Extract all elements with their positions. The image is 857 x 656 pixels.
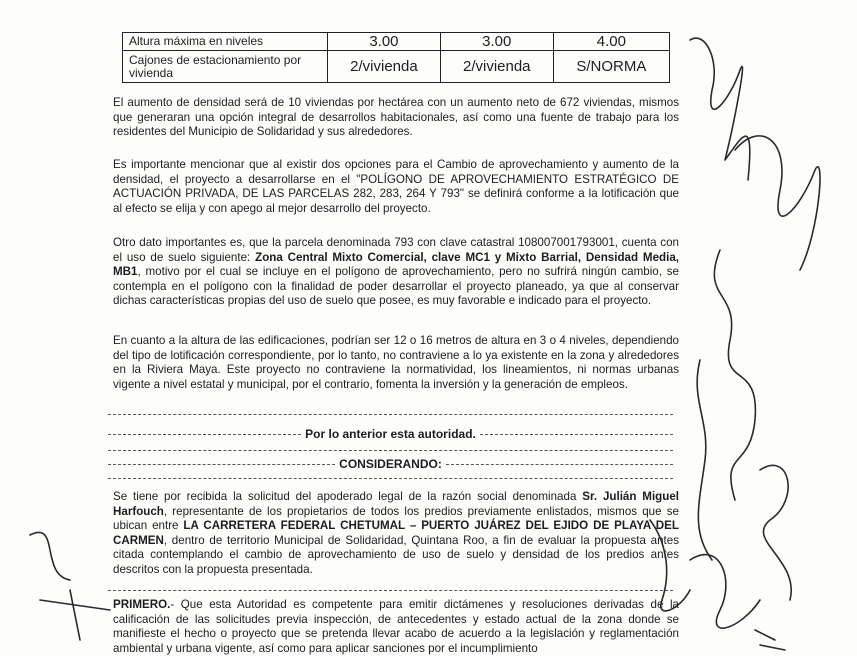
dashed-rule — [108, 464, 335, 465]
dashed-rule — [480, 434, 673, 435]
signature-stroke — [40, 590, 110, 640]
text-run: , representante de los propietarios de todos los predios previamente enlistados, mismos que se ubican entre — [113, 504, 679, 533]
heading-text: CONSIDERANDO: — [339, 457, 442, 471]
text-run: , motivo por el cual se incluye en el polígono de aprovechamiento, pero no sufrirá ningún cambio, se contempla en el polígono con la finalidad de poder desarrollar el proyecto planeado, ya que al conservar dichas características propias del uso de suelo que posee, es muy favorable e indicado para el proyecto. — [113, 265, 679, 308]
heading-text: Por lo anterior esta autoridad. — [305, 427, 476, 441]
text-run: Se tiene por recibida la solicitud del apoderado legal de la razón social denominada — [113, 490, 583, 503]
location-bold: LA CARRETERA FEDERAL CHETUMAL – PUERTO JUÁREZ DEL EJIDO DE PLAYA DEL CARMEN — [113, 519, 679, 547]
signature-stroke — [690, 555, 760, 628]
dashed-rule — [446, 464, 673, 465]
table-row — [123, 33, 670, 51]
row-value: S/NORMA — [553, 51, 669, 83]
dashed-rule — [108, 434, 301, 435]
paragraph-density: El aumento de densidad será de 10 viviendas por hectárea con un aumento neto de 672 viviendas, mismos que generaran una opción integral de desarrollos habitacionales, así como una fuente de trabajo para los residentes del Municipio de Solidaridad y sus alrededores. — [113, 96, 679, 139]
paragraph-height: En cuanto a la altura de las edificaciones, podrían ser 12 o 16 metros de altura en 3 o 4 niveles, dependiendo del tipo de lotificación correspondiente, por lo tanto, no contraviene a lo ya existente en la zona y alrededores en la Riviera Maya. Este proyecto no contraviene la normatividad, los lineamientos, ni normas urbanas vigente a nivel estatal y municipal, por el contrario, fomenta la inversión y la generación de empleos. — [113, 334, 679, 391]
text-run: , dentro de territorio Municipal de Solidaridad, Quintana Roo, a fin de evaluar la propuesta antes citada contemplando el cambio de aprovechamiento de uso de suelo y densidad de los predios antes descritos con la propuesta presentada. — [113, 533, 679, 576]
row-value: 4.00 — [553, 33, 669, 51]
row-value: 3.00 — [440, 33, 553, 51]
row-label: Altura máxima en niveles — [123, 33, 328, 51]
row-value: 2/vivienda — [328, 51, 441, 83]
paragraph-options: Es importante mencionar que al existir dos opciones para el Cambio de aprovechamiento y aumento de la densidad, el proyecto a desarrollarse en el "POLÍGONO DE APROVECHAMIENTO ESTRATÉGICO DE ACTUACIÓN PRIVADA, DE LAS PARCELAS 282, 283, 264 Y 793" se definirá conforme a la lotificación que al efecto se elija y con apego al mejor desarrollo del proyecto. — [113, 158, 679, 215]
table-row — [123, 51, 670, 83]
paragraph-primero — [113, 598, 679, 656]
signature-stroke — [697, 360, 712, 560]
dashed-rule — [108, 478, 673, 479]
row-label: Cajones de estacionamiento por vivienda — [123, 51, 328, 83]
paragraph-parcel-793 — [113, 236, 679, 309]
heading-considerando — [108, 456, 673, 472]
text-run: Otro dato importantes es, que la parcela denominada 793 con clave catastral 108007001793001, cuenta con el uso de suelo siguiente: — [113, 236, 679, 264]
clause-label: PRIMERO. — [113, 598, 171, 611]
dashed-rule — [108, 590, 673, 591]
dashed-rule — [108, 450, 673, 451]
signature-stroke — [30, 532, 70, 580]
signature-stroke — [760, 465, 791, 600]
row-value: 3.00 — [328, 33, 441, 51]
text-run: - Que esta Autoridad es competente para emitir dictámenes y resoluciones derivadas de la calificación de las solicitudes previa inspección, de antecedentes y estado actual de la zona donde se manifieste el hecho o proyecto que se pretenda llevar acabo de acuerdo a la legislación y reglamentación ambiental y urbana vigente, así como para aplicar sanciones por el incumplimiento — [113, 598, 679, 655]
heading-por-lo-anterior — [108, 426, 673, 442]
zoning-bold: Zona Central Mixto Comercial, clave MC1 y Mixto Barrial, Densidad Media, MB1 — [113, 250, 679, 279]
signature-stroke — [714, 250, 755, 500]
density-table — [122, 32, 670, 83]
signature-stroke — [755, 630, 785, 650]
signature-stroke — [690, 38, 750, 180]
dashed-rule — [108, 414, 673, 415]
applicant-name: Sr. Julián Miguel Harfouch — [113, 490, 680, 518]
paragraph-solicitud — [113, 490, 679, 578]
row-value: 2/vivienda — [440, 51, 553, 83]
signature-stroke — [735, 136, 820, 270]
